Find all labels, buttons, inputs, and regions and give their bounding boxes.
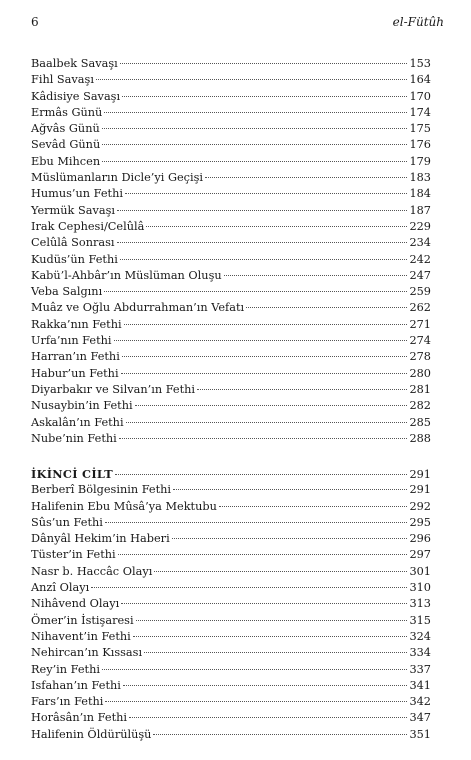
toc-entry-title: Askalân’ın Fethi bbox=[31, 415, 124, 429]
toc-entry-page: 164 bbox=[409, 73, 431, 87]
toc-entry-title: Sûs’un Fethi bbox=[31, 515, 103, 529]
toc-entry-page: 175 bbox=[409, 122, 431, 136]
toc-entry bbox=[31, 252, 431, 268]
dot-leader bbox=[105, 701, 407, 702]
dot-leader bbox=[104, 112, 407, 113]
toc-entry-page: 259 bbox=[409, 285, 431, 299]
toc-entry bbox=[31, 727, 431, 743]
toc-entry-title: Urfa’nın Fethi bbox=[31, 334, 112, 348]
toc-entry-page: 174 bbox=[409, 105, 431, 119]
toc-entry bbox=[31, 431, 431, 447]
toc-entry-page: 347 bbox=[409, 711, 431, 725]
dot-leader bbox=[102, 144, 407, 145]
toc-entry bbox=[31, 268, 431, 284]
toc-entry bbox=[31, 219, 431, 235]
toc-entry bbox=[31, 645, 431, 661]
running-head: el-Fütûh bbox=[392, 15, 444, 29]
toc-entry-page: 351 bbox=[409, 727, 431, 741]
dot-leader bbox=[224, 275, 407, 276]
toc-entry bbox=[31, 154, 431, 170]
toc-entry bbox=[31, 415, 431, 431]
toc-entry-title: Irak Cephesi/Celûlâ bbox=[31, 219, 145, 233]
toc-entry-page: 292 bbox=[409, 499, 431, 513]
dot-leader bbox=[219, 506, 407, 507]
toc-entry bbox=[31, 694, 431, 710]
dot-leader bbox=[121, 373, 407, 374]
dot-leader bbox=[133, 636, 407, 637]
toc-entry-title: Isfahan’ın Fethi bbox=[31, 678, 121, 692]
toc-entry-page: 247 bbox=[409, 268, 431, 282]
toc-entry bbox=[31, 710, 431, 726]
toc-entry bbox=[31, 72, 431, 88]
toc-entry-title: Kabü’l-Ahbâr’ın Müslüman Oluşu bbox=[31, 268, 222, 282]
dot-leader bbox=[102, 669, 407, 670]
dot-leader bbox=[146, 226, 407, 227]
toc-entry bbox=[31, 235, 431, 251]
dot-leader bbox=[114, 340, 407, 341]
dot-leader bbox=[117, 242, 407, 243]
dot-leader bbox=[122, 96, 407, 97]
toc-entry-title: Rakka’nın Fethi bbox=[31, 317, 122, 331]
toc-entry-page: 229 bbox=[409, 219, 431, 233]
toc-entry-title: Fihl Savaşı bbox=[31, 73, 94, 87]
dot-leader bbox=[105, 522, 407, 523]
dot-leader bbox=[104, 291, 407, 292]
toc-entry bbox=[31, 382, 431, 398]
toc-entry-page: 282 bbox=[409, 399, 431, 413]
toc-entry-title: Kâdisiye Savaşı bbox=[31, 89, 121, 103]
toc-entry-page: 324 bbox=[409, 629, 431, 643]
toc-entry-page: 179 bbox=[409, 154, 431, 168]
toc-entry bbox=[31, 105, 431, 121]
dot-leader bbox=[246, 307, 407, 308]
dot-leader bbox=[173, 489, 407, 490]
toc-entry-title: Kudüs’ün Fethi bbox=[31, 252, 118, 266]
toc-entry-title: Halifenin Ebu Mûsâ’ya Mektubu bbox=[31, 499, 217, 513]
toc-entry-title: Dânyâl Hekim’in Haberi bbox=[31, 532, 170, 546]
toc-entry-title: İKİNCİ CİLT bbox=[31, 467, 113, 481]
dot-leader bbox=[172, 538, 407, 539]
toc-entry-title: Veba Salgını bbox=[31, 285, 103, 299]
dot-leader bbox=[117, 210, 407, 211]
toc-entry-title: Baalbek Savaşı bbox=[31, 57, 118, 70]
toc-entry bbox=[31, 613, 431, 629]
dot-leader bbox=[115, 474, 407, 475]
toc-entry bbox=[31, 580, 431, 596]
dot-leader bbox=[129, 717, 407, 718]
toc-entry-page: 285 bbox=[409, 415, 431, 429]
volume-heading bbox=[31, 466, 431, 482]
toc-entry-page: 274 bbox=[409, 334, 431, 348]
toc-entry-title: Ömer’in İstişaresi bbox=[31, 613, 134, 627]
toc-entry-page: 278 bbox=[409, 350, 431, 364]
toc-entry-page: 153 bbox=[409, 57, 431, 70]
toc-entry-title: Harran’ın Fethi bbox=[31, 350, 120, 364]
toc-entry bbox=[31, 121, 431, 137]
table-of-contents-part-2 bbox=[31, 466, 431, 743]
toc-entry bbox=[31, 662, 431, 678]
toc-entry-page: 337 bbox=[409, 662, 431, 676]
toc-entry bbox=[31, 678, 431, 694]
toc-entry-page: 183 bbox=[409, 171, 431, 185]
toc-entry bbox=[31, 629, 431, 645]
toc-entry-title: Nusaybin’in Fethi bbox=[31, 399, 133, 413]
toc-entry-title: Müslümanların Dicle’yi Geçişi bbox=[31, 171, 204, 185]
toc-entry-title: Ebu Mihcen bbox=[31, 154, 101, 168]
dot-leader bbox=[118, 554, 407, 555]
dot-leader bbox=[197, 389, 407, 390]
toc-entry-title: Muâz ve Oğlu Abdurrahman’ın Vefatı bbox=[31, 301, 245, 315]
toc-entry bbox=[31, 596, 431, 612]
toc-entry-page: 296 bbox=[409, 532, 431, 546]
toc-entry-title: Diyarbakır ve Silvan’ın Fethi bbox=[31, 382, 196, 396]
dot-leader bbox=[119, 438, 407, 439]
toc-entry bbox=[31, 482, 431, 498]
toc-entry-title: Celûlâ Sonrası bbox=[31, 236, 115, 250]
dot-leader bbox=[136, 620, 407, 621]
dot-leader bbox=[124, 324, 407, 325]
toc-entry-title: Anzî Olayı bbox=[31, 581, 90, 595]
toc-entry bbox=[31, 170, 431, 186]
toc-entry bbox=[31, 137, 431, 153]
toc-entry-page: 187 bbox=[409, 203, 431, 217]
toc-entry-page: 291 bbox=[409, 483, 431, 497]
toc-entry-title: Habur’un Fethi bbox=[31, 366, 119, 380]
toc-entry bbox=[31, 349, 431, 365]
dot-leader bbox=[102, 128, 407, 129]
toc-entry-page: 234 bbox=[409, 236, 431, 250]
toc-entry-page: 295 bbox=[409, 515, 431, 529]
dot-leader bbox=[135, 405, 407, 406]
toc-entry-title: Nihavent’in Fethi bbox=[31, 629, 131, 643]
toc-entry-title: Sevâd Günü bbox=[31, 138, 101, 152]
dot-leader bbox=[205, 177, 407, 178]
toc-entry-page: 184 bbox=[409, 187, 431, 201]
toc-entry bbox=[31, 186, 431, 202]
toc-entry bbox=[31, 499, 431, 515]
toc-entry-title: Nasr b. Haccâc Olayı bbox=[31, 564, 153, 578]
dot-leader bbox=[121, 603, 407, 604]
toc-entry bbox=[31, 564, 431, 580]
toc-entry-title: Humus’un Fethi bbox=[31, 187, 123, 201]
toc-entry-page: 291 bbox=[409, 468, 431, 481]
toc-entry-title: Halifenin Öldürülüşü bbox=[31, 727, 152, 741]
toc-entry bbox=[31, 515, 431, 531]
dot-leader bbox=[125, 193, 407, 194]
toc-entry-title: Berberî Bölgesinin Fethi bbox=[31, 483, 172, 497]
toc-entry-page: 334 bbox=[409, 646, 431, 660]
table-of-contents-part-1 bbox=[31, 56, 431, 447]
toc-entry-page: 342 bbox=[409, 695, 431, 709]
toc-entry-title: Horâsân’ın Fethi bbox=[31, 711, 128, 725]
toc-entry-title: Yermük Savaşı bbox=[31, 203, 115, 217]
toc-entry-page: 301 bbox=[409, 564, 431, 578]
dot-leader bbox=[144, 652, 407, 653]
dot-leader bbox=[154, 571, 407, 572]
toc-entry-page: 281 bbox=[409, 382, 431, 396]
toc-entry bbox=[31, 547, 431, 563]
page-number: 6 bbox=[31, 15, 39, 29]
toc-entry-page: 315 bbox=[409, 613, 431, 627]
toc-entry-page: 288 bbox=[409, 431, 431, 445]
toc-entry bbox=[31, 284, 431, 300]
toc-entry bbox=[31, 317, 431, 333]
toc-entry-title: Rey’in Fethi bbox=[31, 662, 100, 676]
toc-entry-title: Tüster’in Fethi bbox=[31, 548, 116, 562]
toc-entry-title: Nihâvend Olayı bbox=[31, 597, 120, 611]
toc-entry bbox=[31, 531, 431, 547]
toc-entry-page: 310 bbox=[409, 581, 431, 595]
dot-leader bbox=[153, 734, 407, 735]
dot-leader bbox=[91, 587, 407, 588]
toc-entry bbox=[31, 333, 431, 349]
toc-entry bbox=[31, 89, 431, 105]
dot-leader bbox=[126, 422, 407, 423]
dot-leader bbox=[122, 356, 407, 357]
dot-leader bbox=[123, 685, 407, 686]
toc-entry-title: Ermâs Günü bbox=[31, 105, 103, 119]
toc-entry-title: Fars’ın Fethi bbox=[31, 695, 104, 709]
toc-entry-page: 297 bbox=[409, 548, 431, 562]
toc-entry bbox=[31, 203, 431, 219]
toc-entry-page: 280 bbox=[409, 366, 431, 380]
toc-entry bbox=[31, 366, 431, 382]
toc-entry-page: 271 bbox=[409, 317, 431, 331]
toc-entry-title: Ağvâs Günü bbox=[31, 122, 100, 136]
toc-entry-page: 176 bbox=[409, 138, 431, 152]
toc-entry-page: 170 bbox=[409, 89, 431, 103]
toc-entry-page: 242 bbox=[409, 252, 431, 266]
dot-leader bbox=[102, 161, 407, 162]
toc-entry-title: Nehircan’ın Kıssası bbox=[31, 646, 143, 660]
toc-entry-page: 262 bbox=[409, 301, 431, 315]
toc-entry-page: 341 bbox=[409, 678, 431, 692]
toc-entry-title: Nube’nin Fethi bbox=[31, 431, 117, 445]
dot-leader bbox=[96, 79, 407, 80]
toc-entry bbox=[31, 300, 431, 316]
toc-entry bbox=[31, 56, 431, 72]
dot-leader bbox=[120, 63, 407, 64]
toc-entry bbox=[31, 398, 431, 414]
toc-entry-page: 313 bbox=[409, 597, 431, 611]
dot-leader bbox=[120, 259, 407, 260]
